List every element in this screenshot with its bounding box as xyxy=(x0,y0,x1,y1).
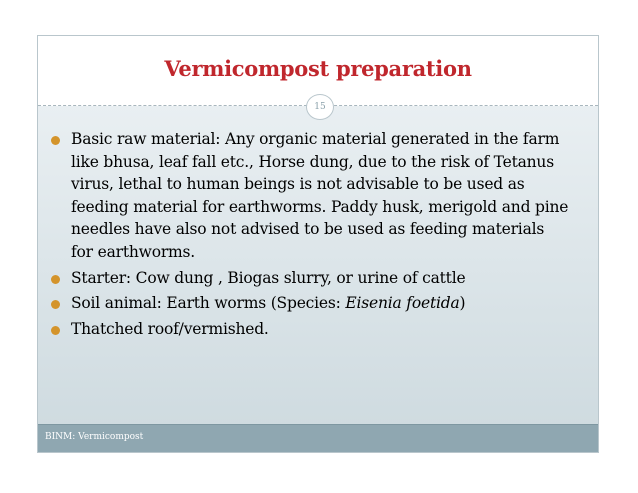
bullet-icon xyxy=(51,326,60,335)
bullet-text: Thatched roof/vermished. xyxy=(71,319,269,338)
bullet-item-starter xyxy=(45,267,570,290)
footer-bar xyxy=(38,424,598,452)
bullet-item-raw-material xyxy=(45,128,570,264)
bullet-item-roof xyxy=(45,318,570,341)
bullet-icon xyxy=(51,136,60,145)
bullet-text: Basic raw material: Any organic material generated in the farm like bhusa, leaf fall etc., Horse dung, due to the risk of Tetanus virus, lethal to human beings is not advisable to be used as feeding material for earthworms. Paddy husk, merigold and pine needles have also not advised to be used as feeding materials for earthworms. xyxy=(71,130,569,261)
slide xyxy=(37,35,599,453)
bullet-text: Starter: Cow dung , Biogas slurry, or urine of cattle xyxy=(71,268,466,287)
footer-text: BINM: Vermicompost xyxy=(45,432,144,442)
species-name: Eisenia foetida xyxy=(345,294,460,313)
bullet-text-prefix: Soil animal: Earth worms (Species: xyxy=(71,294,346,313)
bullet-list xyxy=(45,128,570,343)
slide-title: Vermicompost preparation xyxy=(164,56,472,81)
bullet-text-suffix: ) xyxy=(459,294,466,313)
page-number-badge: 15 xyxy=(306,94,334,120)
bullet-icon xyxy=(51,275,60,284)
bullet-item-soil-animal xyxy=(45,292,570,315)
content-area xyxy=(38,106,598,426)
bullet-icon xyxy=(51,300,60,309)
